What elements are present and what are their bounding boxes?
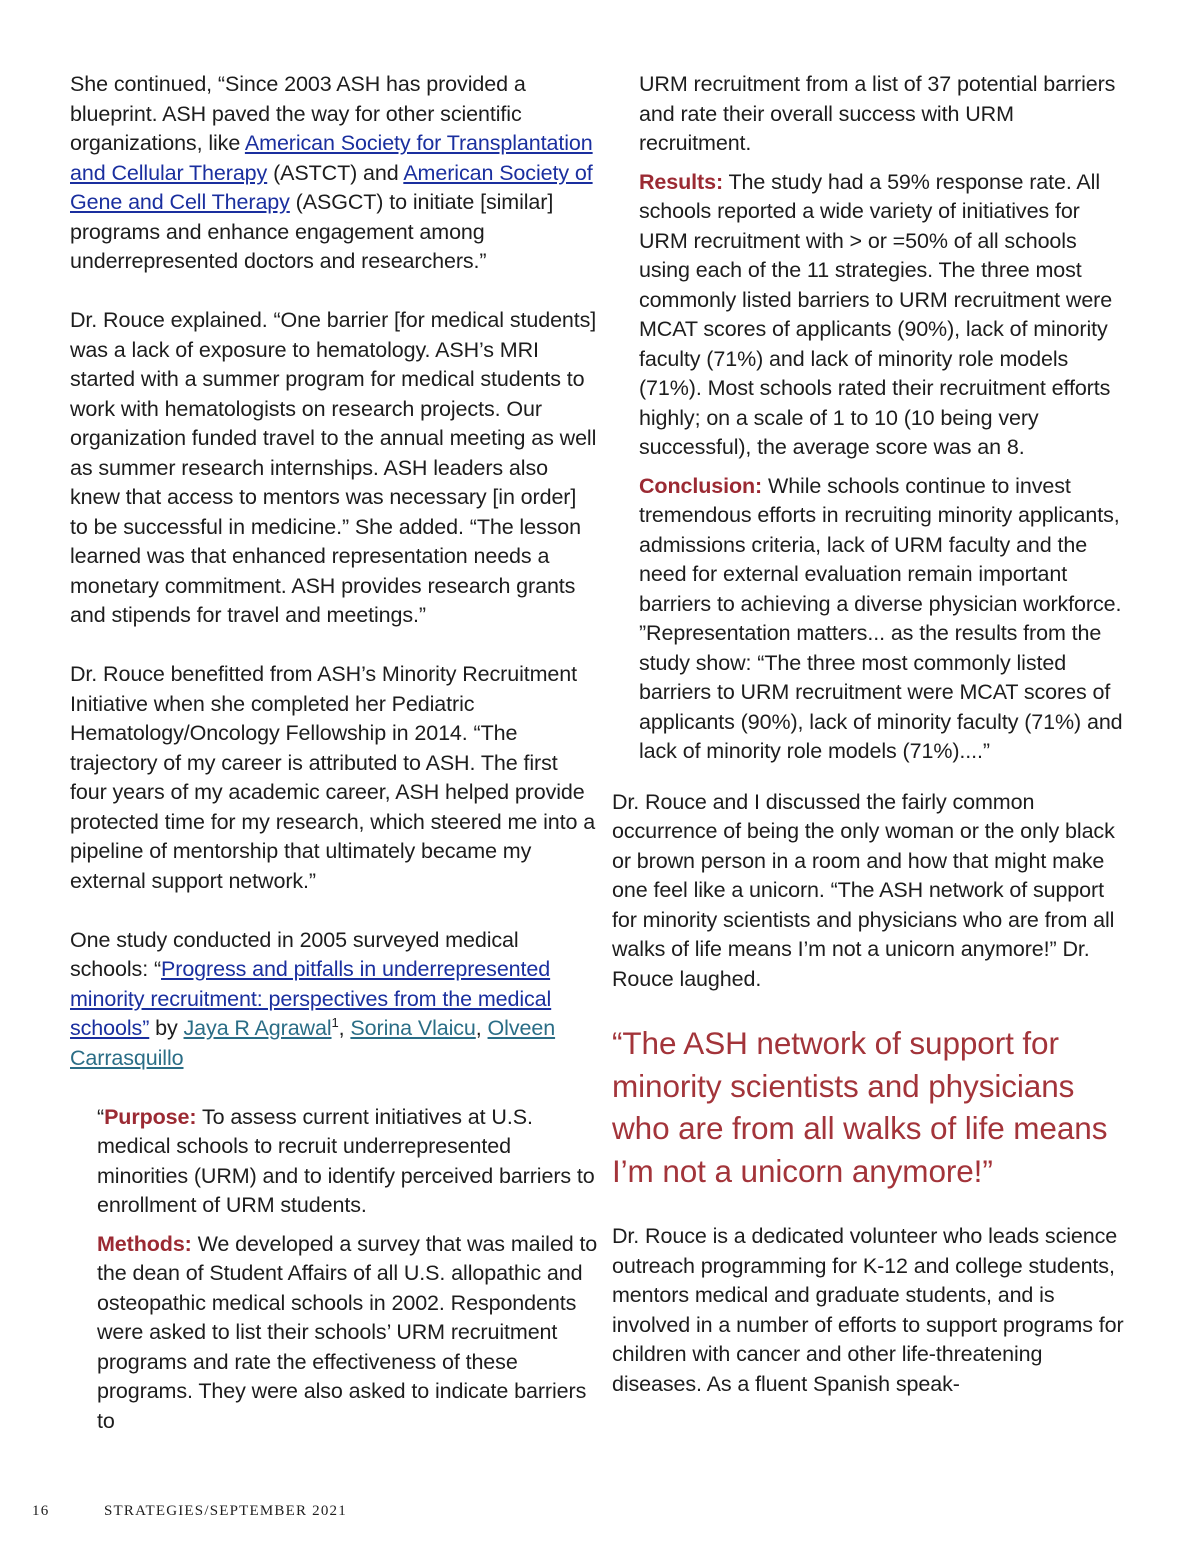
- text: “: [97, 1104, 105, 1129]
- link-author-agrawal[interactable]: Jaya R Agrawal: [183, 1016, 332, 1040]
- paragraph-asgct: [70, 70, 598, 277]
- text: She continued, “Since 2003 ASH has provided a blueprint. ASH paved the way for other scientific organizations, like: [70, 72, 526, 155]
- label-results: Results:: [639, 169, 724, 194]
- link-author-vlaicu[interactable]: Sorina Vlaicu: [350, 1016, 476, 1040]
- link-author-carrasquillo[interactable]: Olveen Carrasquillo: [70, 1016, 556, 1070]
- text: While schools continue to invest tremendous efforts in recruiting minority applicants, admissions criteria, lack of URM faculty and the need for external evaluation remain important barriers to achieving a diverse physician workforce. ”Representation matters... as the results from the study show: “The three most commonly listed barriers to URM recruitment were MCAT scores of applicants (90%), lack of minority faculty (71%) and lack of minority role models (71%)....”: [639, 473, 1123, 763]
- paragraph-unicorn: Dr. Rouce and I discussed the fairly common occurrence of being the only woman or the only black or brown person in a room and how that might make one feel like a unicorn. “The ASH network of support for minority scientists and physicians who are from all walks of life means I’m not a unicorn anymore!” Dr. Rouce laughed.: [612, 789, 1115, 991]
- text: The study had a 59% response rate. All schools reported a wide variety of initiatives for URM recruitment with > or =50% of all schools using each of the 11 strategies. The three most commonly listed barriers to URM recruitment were MCAT scores of applicants (90%), lack of minority faculty (71%) and lack of minority role models (71%). Most schools rated their recruitment efforts highly; on a scale of 1 to 10 (10 being very successful), the average score was an 8.: [639, 169, 1113, 459]
- left-column: [70, 70, 598, 1445]
- abstract-methods-continued: URM recruitment from a list of 37 potential barriers and rate their overall success with URM recruitment.: [639, 72, 1116, 155]
- link-asgct[interactable]: American Society of Gene and Cell Therapy: [70, 160, 593, 214]
- text: We developed a survey that was mailed to the dean of Student Affairs of all U.S. allopathic and osteopathic medical schools in 2002. Respondents were asked to list their schools’ URM recruitment programs and rate the effectiveness of these programs. They were also asked to indicate barriers to: [97, 1231, 598, 1433]
- text: ,: [338, 1016, 351, 1040]
- text: (ASGCT) to initiate [similar] programs and enhance engagement among underrepresented doctors and researchers.”: [70, 190, 554, 273]
- abstract-quote: [70, 1103, 598, 1437]
- link-astct[interactable]: American Society for Transplantation and Cellular Therapy: [70, 131, 593, 185]
- paragraph-barrier: Dr. Rouce explained. “One barrier [for medical students] was a lack of exposure to hematology. ASH’s MRI started with a summer program for medical students to work with hematologists on research projects. Our organization funded travel to the annual meeting as well as summer research internships. ASH leaders also knew that access to mentors was necessary [in order] to be successful in medicine.” She added. “The lesson learned was that enhanced representation needs a monetary commitment. ASH provides research grants and stipends for travel and meetings.”: [70, 308, 597, 627]
- label-methods: Methods:: [97, 1231, 192, 1256]
- abstract-quote-continued: [612, 70, 1132, 767]
- text: by: [149, 1016, 184, 1040]
- text: ,: [475, 1016, 488, 1040]
- text: One study conducted in 2005 surveyed medical schools: “: [70, 927, 519, 981]
- paragraph-study: [70, 926, 598, 1074]
- link-study-title[interactable]: Progress and pitfalls in underrepresented minority recruitment: perspectives from the medical schools”: [70, 957, 552, 1040]
- paragraph-volunteer: Dr. Rouce is a dedicated volunteer who leads science outreach programming for K-12 and college students, mentors medical and graduate students, and is involved in a number of efforts to support programs for children with cancer and other life-threatening diseases. As a fluent Spanish speak-: [612, 1224, 1124, 1396]
- text: To assess current initiatives at U.S. medical schools to recruit underrepresented minorities (URM) and to identify perceived barriers to enrollment of URM students.: [97, 1104, 595, 1217]
- page-number: 16: [32, 1503, 50, 1519]
- right-column: [612, 70, 1132, 1399]
- text: (ASTCT) and: [267, 160, 404, 185]
- abstract-conclusion: [639, 472, 1132, 767]
- abstract-methods: [97, 1230, 598, 1437]
- page-footer: [32, 1503, 347, 1520]
- paragraph-fellowship: Dr. Rouce benefitted from ASH’s Minority Recruitment Initiative when she completed her Pediatric Hematology/Oncology Fellowship in 2014. “The trajectory of my career is attributed to ASH. The first four years of my academic career, ASH helped provide protected time for my research, which steered me into a pipeline of mentorship that ultimately became my external support network.”: [70, 662, 596, 893]
- abstract-results: [639, 168, 1132, 463]
- pull-quote: “The ASH network of support for minority scientists and physicians who are from all walks of life means I’m not a unicorn anymore!”: [612, 1025, 1108, 1189]
- abstract-purpose: [97, 1103, 598, 1221]
- publication-title: STRATEGIES/SEPTEMBER 2021: [104, 1503, 347, 1519]
- label-purpose: Purpose:: [104, 1104, 197, 1129]
- footnote-marker[interactable]: 1: [331, 1014, 339, 1030]
- label-conclusion: Conclusion:: [639, 473, 763, 498]
